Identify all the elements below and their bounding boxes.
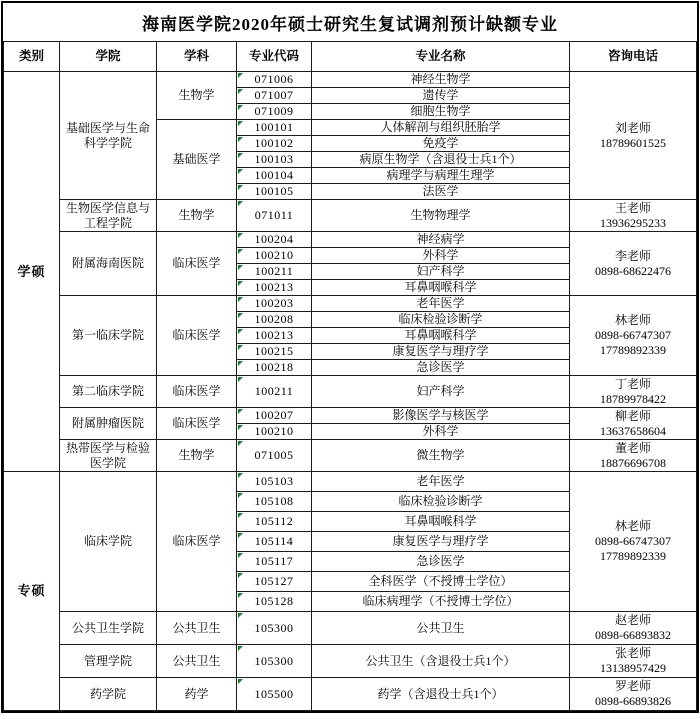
major-name-cell: 公共卫生 [312, 612, 570, 645]
major-code-cell: 100213 [237, 328, 312, 344]
contact-cell [570, 200, 697, 232]
major-code-cell: 105117 [237, 552, 312, 572]
major-code-cell: 100103 [237, 152, 312, 168]
college-cell: 药学院 [60, 678, 157, 711]
contact-cell [570, 232, 697, 296]
column-header-major-name: 专业名称 [312, 42, 570, 72]
major-code-cell: 100105 [237, 184, 312, 200]
major-name-cell: 神经病学 [312, 232, 570, 248]
major-name-cell: 人体解剖与组织胚胎学 [312, 120, 570, 136]
major-code-cell: 071007 [237, 88, 312, 104]
table-row [4, 200, 697, 232]
major-code-cell: 071005 [237, 440, 312, 472]
column-header-major-code: 专业代码 [237, 42, 312, 72]
contact-phone-number: 0898-68622476 [595, 263, 671, 278]
major-name-cell: 妇产科学 [312, 264, 570, 280]
major-code-cell: 071011 [237, 200, 312, 232]
contact-teacher-name: 罗老师 [614, 679, 651, 693]
discipline-cell: 临床医学 [157, 232, 237, 296]
major-code-cell: 100215 [237, 344, 312, 360]
major-code-cell: 105128 [237, 592, 312, 612]
contact-teacher-name: 张老师 [614, 646, 651, 660]
column-header-discipline: 学科 [157, 42, 237, 72]
page-title: 海南医学院2020年硕士研究生复试调剂预计缺额专业 [142, 14, 558, 34]
major-code-cell: 071009 [237, 104, 312, 120]
contact-teacher-name: 林老师 [614, 519, 651, 533]
major-name-cell: 生物物理学 [312, 200, 570, 232]
contact-phone-number: 17789892339 [600, 343, 666, 357]
major-code-cell: 105114 [237, 532, 312, 552]
major-name-cell: 临床检验诊断学 [312, 312, 570, 328]
contact-cell [570, 296, 697, 376]
major-name-cell: 药学（含退役士兵1个） [312, 678, 570, 711]
table-row [4, 612, 697, 645]
contact-phone-number: 18876696708 [600, 455, 666, 470]
header-row [4, 42, 697, 72]
college-cell: 管理学院 [60, 645, 157, 678]
table-header [4, 42, 697, 72]
college-cell: 生物医学信息与工程学院 [60, 200, 157, 232]
discipline-cell: 公共卫生 [157, 612, 237, 645]
major-code-cell: 100218 [237, 360, 312, 376]
contact-teacher-name: 林老师 [614, 313, 651, 327]
major-name-cell: 耳鼻咽喉科学 [312, 328, 570, 344]
contact-phone-number: 0898-66893832 [595, 628, 671, 642]
table-row [4, 645, 697, 678]
major-name-cell: 免疫学 [312, 136, 570, 152]
contact-phone-number: 18789978422 [600, 391, 666, 406]
major-name-cell: 老年医学 [312, 296, 570, 312]
contact-phone-number: 0898-66893826 [595, 694, 671, 708]
contact-phone-number: 0898-66747307 [595, 328, 671, 342]
discipline-cell: 药学 [157, 678, 237, 711]
contact-phone-number: 13936295233 [600, 215, 666, 230]
major-code-cell: 100211 [237, 264, 312, 280]
college-cell: 热带医学与检验医学院 [60, 440, 157, 472]
table-row [4, 232, 697, 248]
major-name-cell: 妇产科学 [312, 376, 570, 408]
contact-phone-number: 18789601525 [600, 135, 666, 150]
column-header-contact-phone: 咨询电话 [570, 42, 697, 72]
major-name-cell: 细胞生物学 [312, 104, 570, 120]
college-cell: 附属肿瘤医院 [60, 408, 157, 440]
major-name-cell: 康复医学与理疗学 [312, 532, 570, 552]
major-code-cell: 100208 [237, 312, 312, 328]
discipline-cell: 临床医学 [157, 296, 237, 376]
college-cell: 第二临床学院 [60, 376, 157, 408]
contact-cell [570, 440, 697, 472]
contact-cell [570, 472, 697, 612]
table-body [4, 72, 697, 711]
major-name-cell: 耳鼻咽喉科学 [312, 280, 570, 296]
contact-phone-number: 0898-66747307 [595, 534, 671, 548]
contact-phone-number: 13138957429 [600, 661, 666, 675]
major-name-cell: 急诊医学 [312, 360, 570, 376]
discipline-cell: 生物学 [157, 200, 237, 232]
table-container [1, 1, 699, 713]
table-row [4, 678, 697, 711]
contact-teacher-name: 董老师 [614, 440, 651, 455]
major-name-cell: 外科学 [312, 248, 570, 264]
major-name-cell: 临床检验诊断学 [312, 492, 570, 512]
contact-cell [570, 72, 697, 200]
major-code-cell: 100101 [237, 120, 312, 136]
contact-cell [570, 678, 697, 711]
contact-phone-number: 13637658604 [600, 423, 666, 438]
major-name-cell: 耳鼻咽喉科学 [312, 512, 570, 532]
contact-cell [570, 376, 697, 408]
contact-cell [570, 645, 697, 678]
major-name-cell: 影像医学与核医学 [312, 408, 570, 424]
major-code-cell: 105300 [237, 612, 312, 645]
major-code-cell: 100211 [237, 376, 312, 408]
major-name-cell: 微生物学 [312, 440, 570, 472]
major-code-cell: 105500 [237, 678, 312, 711]
contact-teacher-name: 丁老师 [614, 376, 651, 391]
major-code-cell: 105108 [237, 492, 312, 512]
major-code-cell: 105127 [237, 572, 312, 592]
major-code-cell: 100104 [237, 168, 312, 184]
major-code-cell: 100210 [237, 424, 312, 440]
discipline-cell: 生物学 [157, 72, 237, 120]
discipline-cell: 生物学 [157, 440, 237, 472]
column-header-college: 学院 [60, 42, 157, 72]
category-cell: 学硕 [4, 72, 60, 472]
contact-teacher-name: 赵老师 [614, 613, 651, 627]
major-name-cell: 神经生物学 [312, 72, 570, 88]
table-row [4, 72, 697, 88]
discipline-cell: 临床医学 [157, 472, 237, 612]
contact-teacher-name: 柳老师 [614, 408, 651, 423]
discipline-cell: 临床医学 [157, 408, 237, 440]
discipline-cell: 基础医学 [157, 120, 237, 200]
major-code-cell: 100102 [237, 136, 312, 152]
table-row [4, 472, 697, 492]
major-name-cell: 急诊医学 [312, 552, 570, 572]
major-code-cell: 105300 [237, 645, 312, 678]
college-cell: 公共卫生学院 [60, 612, 157, 645]
major-name-cell: 全科医学（不授博士学位） [312, 572, 570, 592]
major-code-cell: 105112 [237, 512, 312, 532]
major-code-cell: 100203 [237, 296, 312, 312]
category-cell: 专硕 [4, 472, 60, 711]
major-code-cell: 100207 [237, 408, 312, 424]
major-code-cell: 071006 [237, 72, 312, 88]
contact-teacher-name: 王老师 [614, 200, 651, 215]
column-header-category: 类别 [4, 42, 60, 72]
college-cell: 附属海南医院 [60, 232, 157, 296]
major-code-cell: 100213 [237, 280, 312, 296]
major-name-cell: 病原生物学（含退役士兵1个） [312, 152, 570, 168]
major-code-cell: 100210 [237, 248, 312, 264]
major-code-cell: 105103 [237, 472, 312, 492]
major-code-cell: 100204 [237, 232, 312, 248]
major-name-cell: 康复医学与理疗学 [312, 344, 570, 360]
contact-cell [570, 408, 697, 440]
major-name-cell: 法医学 [312, 184, 570, 200]
contact-cell [570, 612, 697, 645]
contact-teacher-name: 李老师 [614, 248, 651, 263]
table-row [4, 296, 697, 312]
table-row [4, 376, 697, 408]
college-cell: 第一临床学院 [60, 296, 157, 376]
major-name-cell: 临床病理学（不授博士学位） [312, 592, 570, 612]
table-row [4, 440, 697, 472]
major-name-cell: 遗传学 [312, 88, 570, 104]
major-name-cell: 公共卫生（含退役士兵1个） [312, 645, 570, 678]
major-name-cell: 病理学与病理生理学 [312, 168, 570, 184]
discipline-cell: 公共卫生 [157, 645, 237, 678]
major-name-cell: 外科学 [312, 424, 570, 440]
contact-phone-number: 17789892339 [600, 549, 666, 563]
vacancy-table [3, 41, 697, 711]
college-cell: 基础医学与生命科学学院 [60, 72, 157, 200]
college-cell: 临床学院 [60, 472, 157, 612]
major-name-cell: 老年医学 [312, 472, 570, 492]
table-row [4, 408, 697, 424]
discipline-cell: 临床医学 [157, 376, 237, 408]
contact-teacher-name: 刘老师 [614, 120, 651, 135]
